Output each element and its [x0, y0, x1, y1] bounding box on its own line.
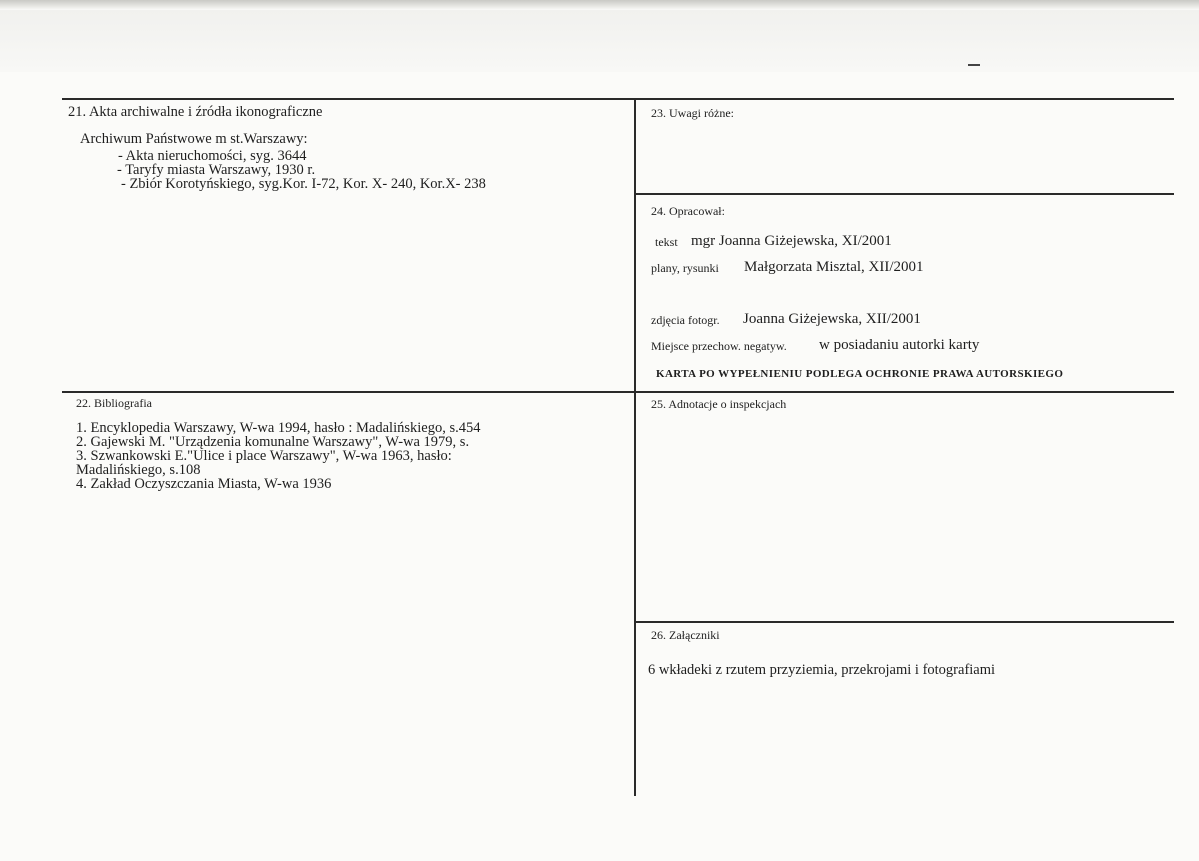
rule-26: [635, 621, 1174, 623]
section-23-label: 23. Uwagi różne:: [651, 106, 734, 120]
scan-band: [0, 10, 1199, 72]
negatives-location-label: Miejsce przechow. negatyw.: [651, 339, 787, 353]
bibliography-entry: 2. Gajewski M. "Urządzenia komunalne Warszawy", W-wa 1979, s.: [76, 434, 470, 450]
rule-22: [62, 391, 636, 393]
archive-items: [118, 149, 486, 191]
archive-item: - Akta nieruchomości, syg. 3644: [118, 148, 307, 164]
scan-edge: [0, 0, 1199, 10]
center-divider: [634, 98, 636, 796]
plans-author-value: Małgorzata Misztal, XII/2001: [744, 259, 924, 275]
bibliography-entry: 4. Zakład Oczyszczania Miasta, W-wa 1936: [76, 476, 332, 492]
archive-name: Archiwum Państwowe m st.Warszawy:: [80, 131, 308, 147]
bibliography-entry: 3. Szwankowski E."Ulice i place Warszawy", W-wa 1963, hasło:: [76, 448, 452, 464]
section-25-label: 25. Adnotacje o inspekcjach: [651, 397, 787, 411]
rule-24: [635, 193, 1174, 195]
bibliography-entry: Madalińskiego, s.108: [76, 462, 201, 478]
plans-author-label: plany, rysunki: [651, 261, 719, 275]
attachments-value: 6 wkładeki z rzutem przyziemia, przekrojami i fotografiami: [648, 662, 996, 678]
text-author-value: mgr Joanna Giżejewska, XI/2001: [691, 233, 892, 249]
bibliography-entry: 1. Encyklopedia Warszawy, W-wa 1994, hasło : Madalińskiego, s.454: [76, 420, 481, 436]
photos-author-label: zdjęcia fotogr.: [651, 313, 720, 327]
section-22-label: 22. Bibliografia: [76, 396, 152, 410]
section-21-label: 21. Akta archiwalne i źródła ikonograficzne: [68, 104, 323, 120]
text-author-label: tekst: [655, 235, 678, 249]
archive-item: - Zbiór Korotyńskiego, syg.Kor. I-72, Kor. X- 240, Kor.X- 238: [121, 176, 486, 192]
top-rule: [62, 98, 1174, 100]
section-26-label: 26. Załączniki: [651, 628, 720, 642]
copyright-notice: KARTA PO WYPEŁNIENIU PODLEGA OCHRONIE PRAWA AUTORSKIEGO: [656, 368, 1064, 380]
scan-mark: [968, 64, 980, 66]
photos-author-value: Joanna Giżejewska, XII/2001: [743, 311, 921, 327]
rule-25: [635, 391, 1174, 393]
bibliography-list: [76, 421, 481, 491]
section-24-label: 24. Opracował:: [651, 204, 725, 218]
archive-item: - Taryfy miasta Warszawy, 1930 r.: [117, 162, 316, 178]
negatives-location-value: w posiadaniu autorki karty: [819, 337, 980, 353]
